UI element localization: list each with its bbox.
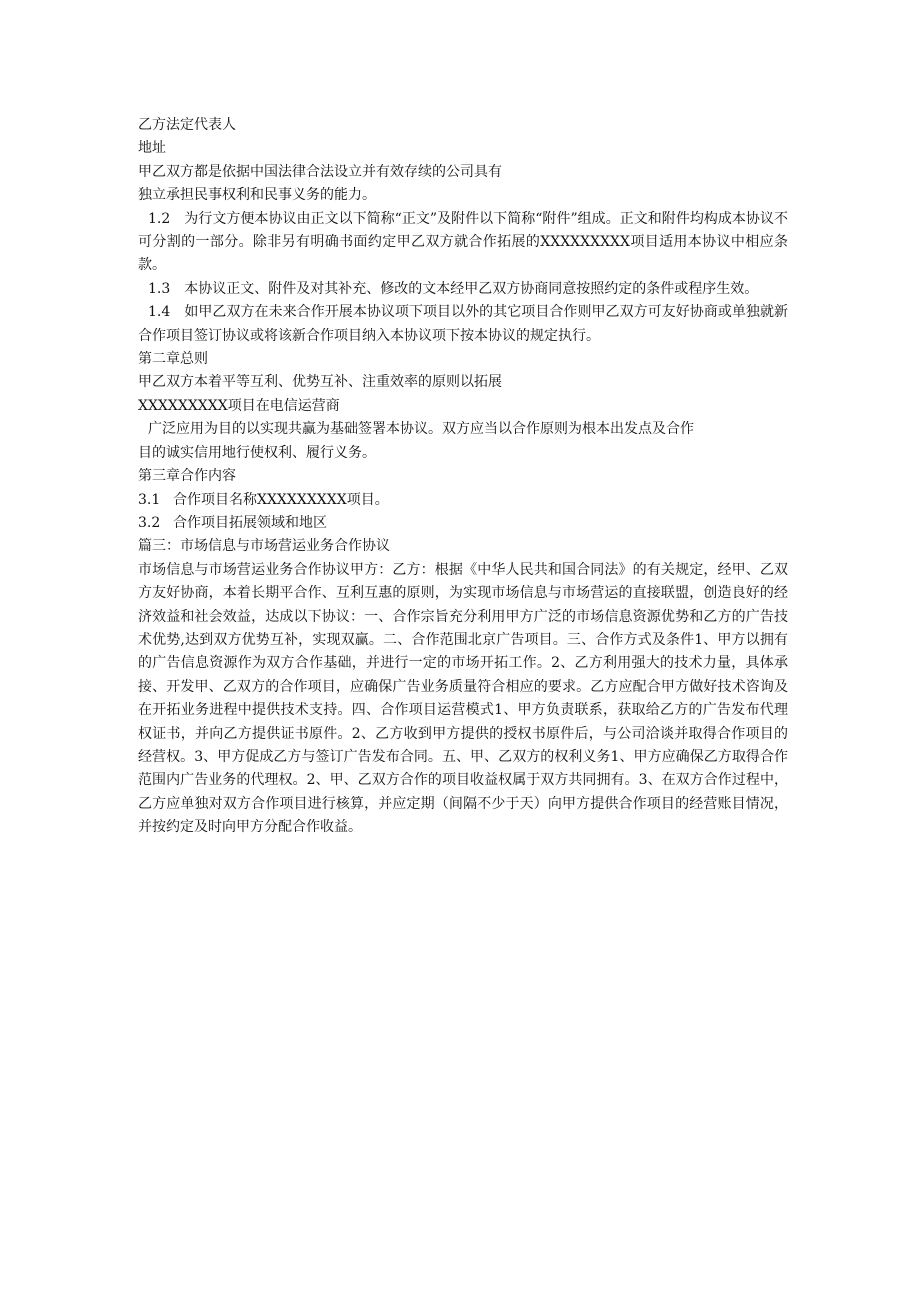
chapter-2-line-3: 广泛应用为目的以实现共赢为基础签署本协议。双方应当以合作原则为根本出发点及合作 [148,421,694,438]
address-line: 地址 [138,140,166,157]
section-3-2-number: 3.2 [138,514,161,531]
section-3-1 [138,489,788,512]
chapter-2-line-1: 甲乙双方本着平等互利、优势互补、注重效率的原则以拓展 [138,374,502,391]
legal-status-line-2: 独立承担民事权利和民事义务的能力。 [138,187,376,204]
chapter-2-line-4: 目的诚实信用地行使权利、履行义务。 [138,444,376,461]
party-b-representative: 乙方法定代表人 [138,117,236,133]
part-3-body: 市场信息与市场营运业务合作协议甲方：乙方：根据《中华人民共和国合同法》的有关规定，经甲、乙双方友好协商，本着长期平合作、互利互惠的原则，为实现市场信息与市场营运的直接联盟，创造良好的经济效益和社会效益，达成以下协议：一、合作宗旨充分利用甲方广泛的市场信息资源优势和乙方的广告技术优势,达到双方优势互补，实现双赢。二、合作范围北京广告项目。三、合作方式及条件1、甲方以拥有的广告信息资源作为双方合作基础，并进行一定的市场开拓工作。2、乙方利用强大的技术力量，具体承接、开发甲、乙双方的合作项目，应确保广告业务质量符合相应的要求。乙方应配合甲方做好技术咨询及在开拓业务进程中提供技术支持。四、合作项目运营模式1、甲方负责联系，获取给乙方的广告发布代理权证书，并向乙方提供证书原件。2、乙方收到甲方提供的授权书原件后，与公司洽谈并取得合作项目的经营权。3、甲方促成乙方与签订广告发布合同。五、甲、乙双方的权利义务1、甲方应确保乙方取得合作范围内广告业务的代理权。2、甲、乙双方合作的项目收益权属于双方共同拥有。3、在双方合作过程中，乙方应单独对双方合作项目进行核算，并应定期（间隔不少于天）向甲方提供合作项目的经营账目情况，并按约定及时向甲方分配合作收益。 [138,561,788,836]
chapter-3-heading: 第三章合作内容 [138,468,236,485]
chapter-2-heading: 第二章总则 [138,351,208,368]
section-3-1-number: 3.1 [138,491,161,508]
clause-1-2: 1.2 为行文方便本协议由正文以下简称“正文”及附件以下简称“附件”组成。正文和附件均构成本协议不可分割的一部分。除非另有明确书面约定甲乙双方就合作拓展的XXXXXXXXX项目适用本协议中相应条款。 [138,210,788,274]
legal-status-line-1: 甲乙双方都是依据中国法律合法设立并有效存续的公司具有 [138,163,502,180]
document-body [138,114,788,840]
section-3-2 [138,512,788,535]
chapter-2-line-2: XXXXXXXXX项目在电信运营商 [138,397,340,414]
part-3-heading: 篇三：市场信息与市场营运业务合作协议 [138,538,390,555]
section-3-1-text: 合作项目名称XXXXXXXXX项目。 [173,491,389,508]
section-3-2-text: 合作项目拓展领域和地区 [173,514,327,531]
clause-1-4: 1.4 如甲乙双方在未来合作开展本协议项下项目以外的其它项目合作则甲乙双方可友好协商或单独就新合作项目签订协议或将该新合作项目纳入本协议项下按本协议的规定执行。 [138,304,788,344]
clause-1-3: 1.3 本协议正文、附件及对其补充、修改的文本经甲乙双方协商同意按照约定的条件或程序生效。 [148,280,759,297]
